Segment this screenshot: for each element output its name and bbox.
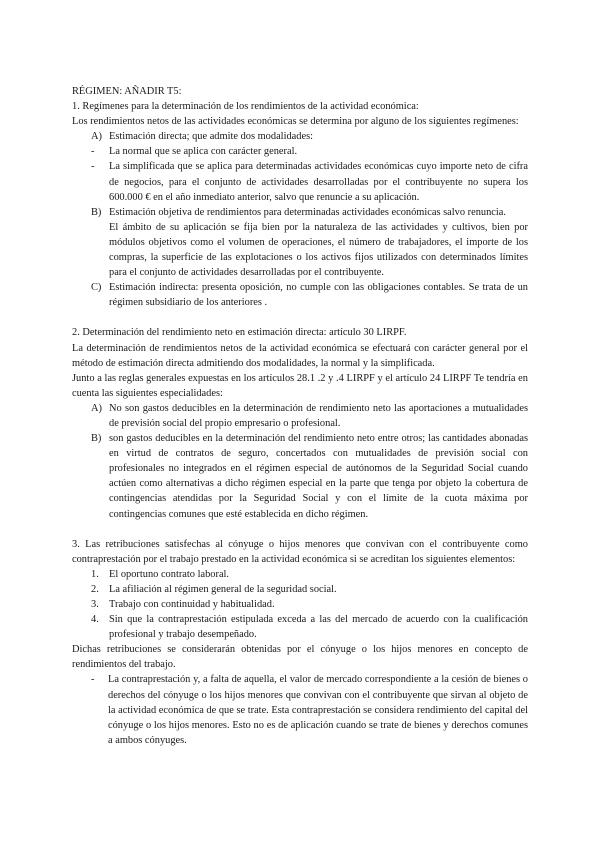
regime-c-text: Estimación indirecta: presenta oposición, no cumple con las obligaciones contables. Se trata de un régimen subsidiario de los anteriores .	[109, 282, 528, 309]
specialty-text: son gastos deducibles en la determinación del rendimiento neto entre otros; las cantidades abonadas en virtud de contratos de seguro, concertados con mutualidades de previsión social con profesionales no integrados en el régimen especial de autónomos de la Seguridad Social cuando actúen como alternativas a dicho régimen especial en la parte que tenga por objeto la cobertura de contingencias atendidas por la Seguridad Social y con el límite de la cuota máxima por contingencias comunes que esté establecida en dicho régimen.	[109, 433, 528, 520]
regime-b-text: Estimación objetiva de rendimientos para determinadas actividades económicas salvo renuncia.	[109, 206, 507, 218]
section-1-intro: Los rendimientos netos de las actividades económicas se determina por alguno de los siguientes regímenes:	[72, 116, 519, 128]
regime-b-marker: B)	[91, 206, 102, 218]
section-3-intro: 3. Las retribuciones satisfechas al cónyuge o hijos menores que convivan con el contribuyente como contraprestación por el trabajo prestado en la actividad económica si se acreditan los siguientes elementos:	[72, 538, 528, 565]
specialty-item	[72, 431, 528, 522]
requirement-text: Trabajo con continuidad y habitualidad.	[109, 599, 275, 610]
specialty-marker: A)	[91, 402, 102, 414]
section-gap	[72, 310, 528, 325]
regime-a-dash-item	[72, 159, 528, 204]
specialty-marker: B)	[91, 433, 102, 445]
section-3-dash-item	[72, 672, 528, 747]
requirement-number: 1.	[91, 568, 99, 580]
requirement-item	[72, 582, 528, 597]
dash-marker: -	[91, 161, 95, 173]
section-gap	[72, 522, 528, 537]
requirement-number: 2.	[91, 583, 99, 595]
requirement-text: Sin que la contraprestación estipulada exceda a las del mercado de acuerdo con la cualificación profesional y trabajo desempeñado.	[109, 614, 528, 641]
section-3-paragraph: Dichas retribuciones se considerarán obtenidas por el cónyuge o los hijos menores en concepto de rendimientos del trabajo.	[72, 644, 528, 671]
dash-marker: -	[91, 674, 95, 686]
requirement-text: La afiliación al régimen general de la seguridad social.	[109, 583, 337, 595]
regime-b	[72, 205, 528, 220]
requirement-number: 4.	[91, 614, 99, 626]
dash-item-text: La simplificada que se aplica para determinadas actividades económicas cuyo importe neto de cifra de negocios, para el conjunto de actividades desarrolladas por el contribuyente no supera los 600.000 € en el año inmediato anterior, salvo que renuncie a su aplicación.	[109, 161, 528, 203]
regime-a-marker: A)	[91, 131, 102, 143]
section-2-paragraph-2: Junto a las reglas generales expuestas en los artículos 28.1 .2 y .4 LIRPF y el artículo 24 LIRPF Te tendría en cuenta las siguientes especialidades:	[72, 372, 528, 399]
requirement-item	[72, 612, 528, 642]
regime-c	[72, 280, 528, 310]
specialty-text: No son gastos deducibles en la determinación de rendimiento neto las aportaciones a mutualidades de previsión social del propio empresario o profesional.	[109, 402, 528, 429]
requirement-item	[72, 567, 528, 582]
regime-b-paragraph: El ámbito de su aplicación se fija bien por la naturaleza de las actividades y cultivos, bien por módulos objetivos como el volumen de operaciones, el número de trabajadores, el importe de los compras, la superficie de las explotaciones o los activos fijos utilizados con determinados límites para el conjunto de actividades desarrolladas por el contribuyente.	[109, 221, 528, 279]
section-2-paragraph-1: La determinación de rendimientos netos de la actividad económica se efectuará con carácter general por el método de estimación directa admitiendo dos modalidades, la normal y la simplificada.	[72, 342, 528, 369]
requirement-number: 3.	[91, 599, 99, 610]
requirement-text: El oportuno contrato laboral.	[109, 568, 230, 580]
regime-a	[72, 129, 528, 144]
dash-marker: -	[91, 146, 95, 158]
regime-a-text: Estimación directa; que admite dos modalidades:	[109, 131, 314, 143]
section-2-title: 2. Determinación del rendimiento neto en estimación directa: artículo 30 LIRPF.	[72, 327, 407, 339]
dash-item-text: La contraprestación y, a falta de aquella, el valor de mercado correspondiente a la cesión de bienes o derechos del cónyuge o los hijos menores que convivan con el contribuyente que sirvan al objeto de la actividad económica de que se trate. Esta contraprestación se considera rendimiento del capital del cónyuge o los hijos menores. Esto no es de aplicación cuando se trate de bienes y derechos comunes a ambos cónyuges.	[108, 674, 528, 746]
dash-item-text: La normal que se aplica con carácter general.	[109, 146, 298, 158]
specialty-item	[72, 401, 528, 431]
section-1-title: 1. Regímenes para la determinación de los rendimientos de la actividad económica:	[72, 101, 419, 113]
document-page	[72, 84, 528, 748]
document-heading: RÉGIMEN: AÑADIR T5:	[72, 86, 182, 97]
regime-c-marker: C)	[91, 282, 102, 294]
requirement-item	[72, 597, 528, 612]
regime-a-dash-item	[72, 144, 528, 159]
